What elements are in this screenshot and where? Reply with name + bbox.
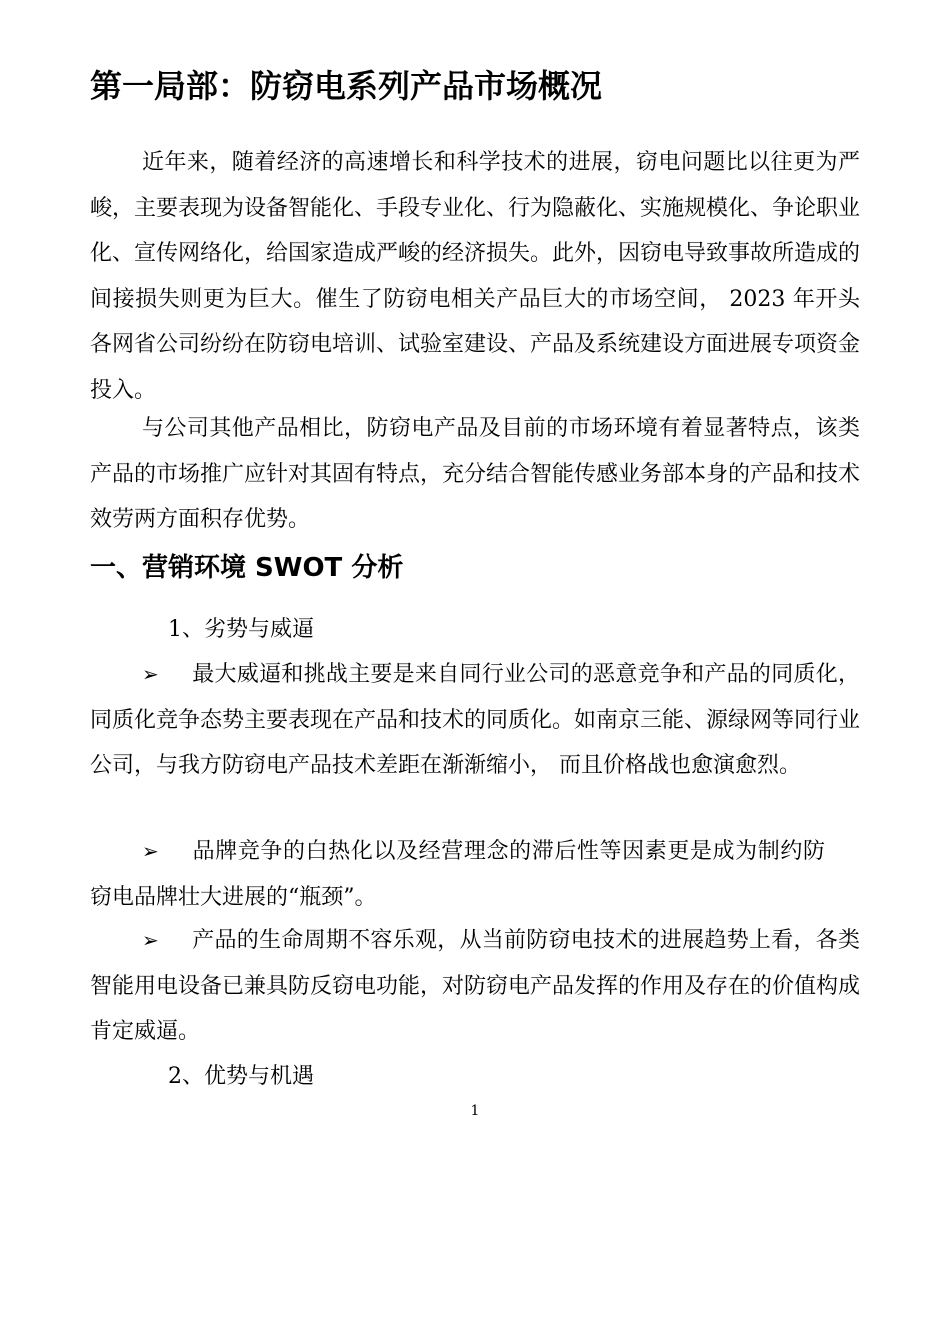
bullet-item — [90, 829, 825, 920]
bullet-item — [90, 652, 860, 789]
comparison-paragraph: 与公司其他产品相比，防窃电产品及目前的市场环境有着显著特点，该类产品的市场推广应针对其固有特点，充分结合智能传感业务部本身的产品和技术效劳两方面积存优势。 — [90, 416, 861, 532]
page-number: 1 — [470, 1103, 480, 1119]
bullet-item — [90, 918, 860, 1055]
subsection-heading-strength: 2、优势与机遇 — [168, 1064, 314, 1089]
bullet-text: 最大威逼和挑战主要是来自同行业公司的恶意竞争和产品的同质化，同质化竞争态势主要表现在产品和技术的同质化。如南京三能、源绿网等同行业公司，与我方防窃电产品技术差距在渐渐缩小， 而且价格战也愈演愈烈。 — [90, 662, 861, 778]
bullet-text: 品牌竞争的白热化以及经营理念的滞后性等因素更是成为制约防窃电品牌壮大进展的“瓶颈”。 — [90, 839, 825, 910]
bullet-arrow-icon: ➢ — [142, 662, 159, 686]
page-title: 第一局部：防窃电系列产品市场概况 — [90, 67, 603, 105]
intro-paragraph: 近年来，随着经济的高速增长和科学技术的进展，窃电问题比以往更为严峻，主要表现为设备智能化、手段专业化、行为隐蔽化、实施规模化、争论职业化、宣传网络化，给国家造成严峻的经济损失。此外，因窃电导致事故所造成的间接损失则更为巨大。催生了防窃电相关产品巨大的市场空间， 2023 年开头各网省公司纷纷在防窃电培训、试验室建设、产品及系统建设方面进展专项资金投入。 — [90, 150, 861, 403]
bullet-arrow-icon: ➢ — [142, 839, 159, 863]
bullet-arrow-icon: ➢ — [142, 928, 159, 952]
subsection-heading-weakness: 1、劣势与威逼 — [168, 617, 314, 642]
bullet-text: 产品的生命周期不容乐观，从当前防窃电技术的进展趋势上看，各类智能用电设备已兼具防反窃电功能，对防窃电产品发挥的作用及存在的价值构成肯定威逼。 — [90, 928, 861, 1044]
section-heading: 一、营销环境 SWOT 分析 — [90, 553, 404, 583]
